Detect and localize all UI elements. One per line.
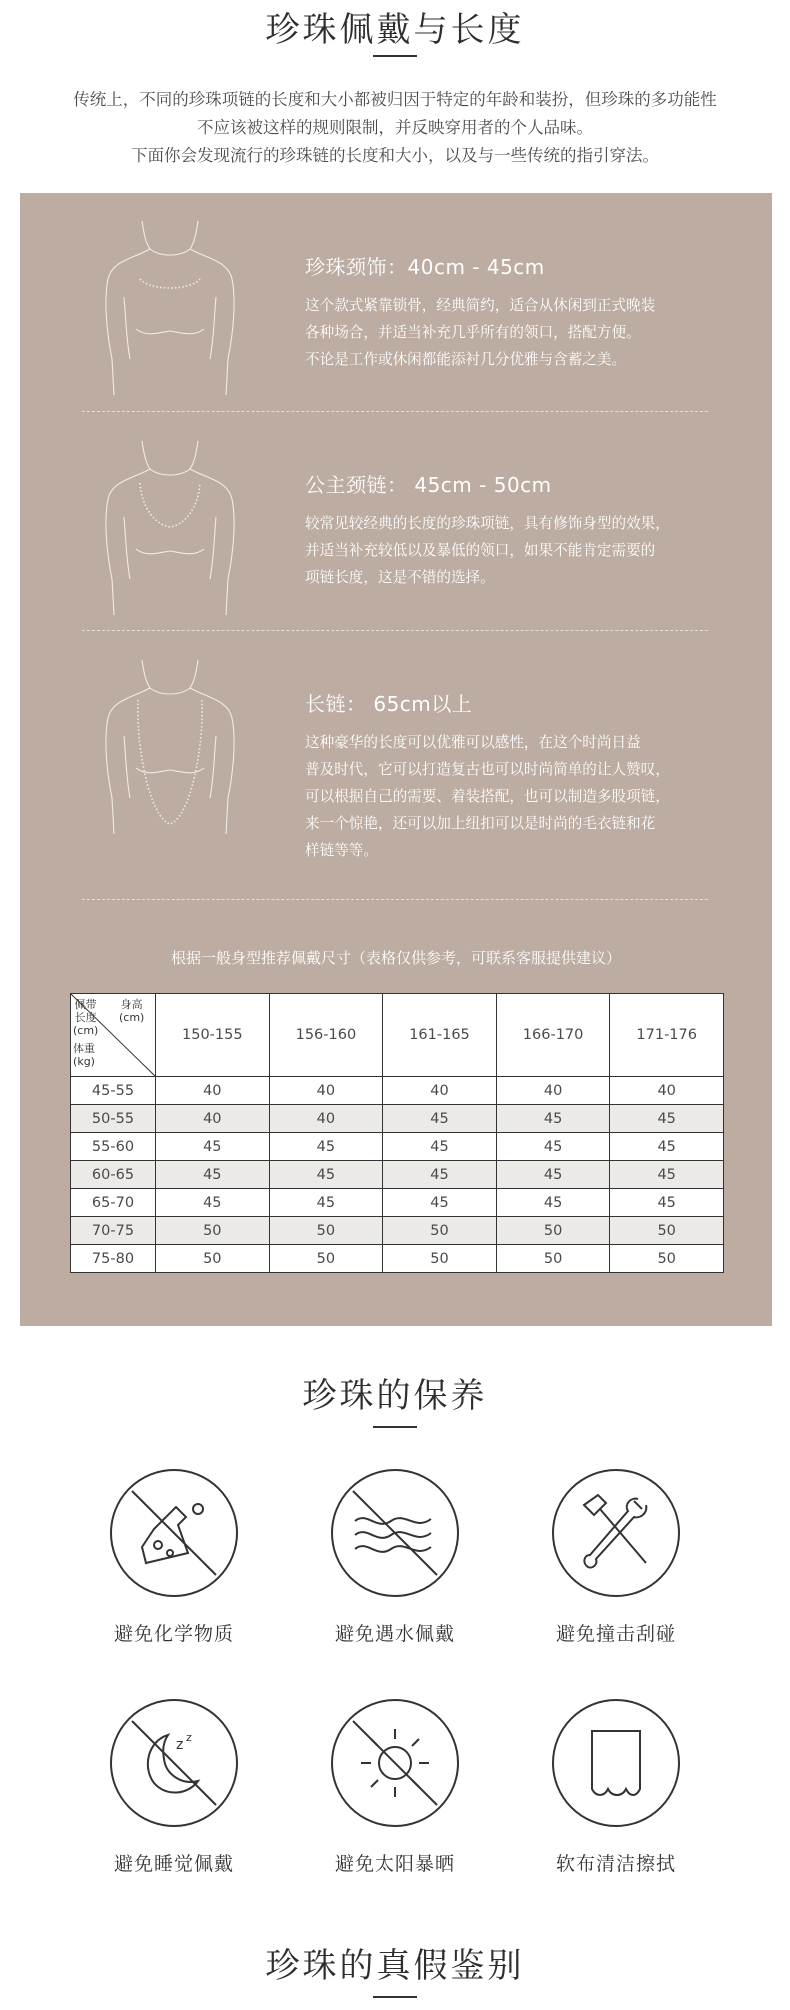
sun-icon [331, 1699, 459, 1827]
length-cell: 45 [383, 1133, 497, 1161]
desc-line: 样链等等。 [305, 842, 378, 859]
table-row [71, 1245, 724, 1273]
weight-cell: 45-55 [71, 1077, 156, 1105]
length-cell: 45 [383, 1105, 497, 1133]
weight-cell: 75-80 [71, 1245, 156, 1273]
care-label: 避免化学物质 [113, 1623, 234, 1645]
intro-line: 下面你会发现流行的珍珠链的长度和大小，以及与一些传统的指引穿法。 [131, 146, 659, 165]
necklace-name: 长链： 65cm以上 [305, 692, 473, 716]
table-header-row [71, 994, 724, 1077]
length-cell: 50 [610, 1245, 724, 1273]
table-row [71, 1077, 724, 1105]
corner-length-label: 佩带 长度 (cm) [73, 998, 99, 1037]
svg-text:z: z [176, 1737, 184, 1753]
chemical-flask-icon [110, 1469, 238, 1597]
length-cell: 45 [156, 1189, 270, 1217]
necklace-princess [305, 469, 745, 591]
length-cell: 50 [269, 1245, 383, 1273]
desc-line: 并适当补充较低以及暴低的领口，如果不能肯定需要的 [305, 542, 656, 559]
height-header: 150-155 [156, 994, 270, 1077]
weight-cell: 60-65 [71, 1161, 156, 1189]
title-divider [373, 1426, 417, 1428]
care-item-water [320, 1469, 470, 1646]
table-row [71, 1105, 724, 1133]
weight-cell: 50-55 [71, 1105, 156, 1133]
dashed-divider [82, 899, 708, 900]
care-item-cloth [541, 1699, 691, 1876]
care-section-title: 珍珠的保养 [302, 1376, 488, 1416]
length-cell: 40 [383, 1077, 497, 1105]
weight-cell: 65-70 [71, 1189, 156, 1217]
height-header: 166-170 [496, 994, 610, 1077]
desc-line: 项链长度，这是不错的选择。 [305, 569, 495, 586]
length-cell: 45 [383, 1189, 497, 1217]
length-cell: 45 [269, 1161, 383, 1189]
necklace-desc [305, 729, 750, 864]
length-cell: 45 [610, 1105, 724, 1133]
desc-line: 各种场合，并适当补充几乎所有的领口，搭配方便。 [305, 324, 641, 341]
necklace-choker [305, 251, 745, 373]
length-cell: 40 [156, 1077, 270, 1105]
soft-cloth-icon [552, 1699, 680, 1827]
moon-sleep-icon [110, 1699, 238, 1827]
length-cell: 45 [496, 1189, 610, 1217]
choker-figure-icon [100, 219, 240, 409]
wear-section-title: 珍珠佩戴与长度 [265, 10, 525, 50]
table-row [71, 1217, 724, 1245]
care-label: 避免撞击刮碰 [555, 1623, 676, 1645]
care-item-sun [320, 1699, 470, 1876]
intro-line: 传统上，不同的珍珠项链的长度和大小都被归因于特定的年龄和装扮，但珍珠的多功能性 [73, 90, 717, 109]
care-label: 避免太阳暴晒 [334, 1853, 455, 1875]
desc-line: 这个款式紧靠锁骨，经典简约，适合从休闲到正式晚装 [305, 297, 656, 314]
intro-line: 不应该被这样的规则限制，并反映穿用者的个人品味。 [197, 118, 593, 137]
length-cell: 40 [156, 1105, 270, 1133]
title-divider [373, 1996, 417, 1998]
length-cell: 45 [610, 1161, 724, 1189]
length-cell: 45 [610, 1189, 724, 1217]
care-label: 避免睡觉佩戴 [113, 1853, 234, 1875]
length-cell: 50 [383, 1245, 497, 1273]
table-row [71, 1189, 724, 1217]
length-cell: 45 [156, 1133, 270, 1161]
long-chain-figure-icon [100, 658, 240, 848]
desc-line: 来一个惊艳，还可以加上纽扣可以是时尚的毛衣链和花 [305, 815, 656, 832]
weight-cell: 70-75 [71, 1217, 156, 1245]
weight-cell: 55-60 [71, 1133, 156, 1161]
svg-text:z: z [186, 1731, 192, 1744]
length-cell: 50 [496, 1245, 610, 1273]
length-cell: 45 [496, 1105, 610, 1133]
necklace-name: 珍珠颈饰：40cm - 45cm [305, 255, 545, 279]
desc-line: 较常见较经典的长度的珍珠项链，具有修饰身型的效果， [305, 515, 670, 532]
care-label: 软布清洁擦拭 [555, 1853, 676, 1875]
identify-section-title: 珍珠的真假鉴别 [265, 1946, 525, 1986]
length-cell: 50 [610, 1217, 724, 1245]
desc-line: 这种豪华的长度可以优雅可以感性，在这个时尚日益 [305, 734, 641, 751]
length-cell: 50 [383, 1217, 497, 1245]
intro-text [30, 86, 760, 170]
length-cell: 45 [269, 1133, 383, 1161]
length-cell: 45 [496, 1161, 610, 1189]
height-header: 156-160 [269, 994, 383, 1077]
care-label: 避免遇水佩戴 [334, 1623, 455, 1645]
length-cell: 50 [156, 1217, 270, 1245]
length-cell: 50 [269, 1217, 383, 1245]
necklace-name: 公主颈链： 45cm - 50cm [305, 473, 552, 497]
length-cell: 50 [156, 1245, 270, 1273]
necklace-desc [305, 510, 745, 591]
corner-height-label: 身高 (cm) [119, 998, 145, 1024]
title-divider [373, 55, 417, 57]
length-cell: 50 [496, 1217, 610, 1245]
table-row [71, 1161, 724, 1189]
desc-line: 不论是工作或休闲都能添衬几分优雅与含蓄之美。 [305, 351, 627, 368]
dashed-divider [82, 630, 708, 631]
necklace-length-panel [20, 193, 772, 1326]
desc-line: 普及时代，它可以打造复古也可以时尚简单的让人赞叹， [305, 761, 670, 778]
table-corner-cell [71, 994, 156, 1077]
corner-weight-label: 体重 (kg) [73, 1042, 95, 1068]
length-cell: 45 [156, 1161, 270, 1189]
water-waves-icon [331, 1469, 459, 1597]
hammer-wrench-icon [552, 1469, 680, 1597]
necklace-desc [305, 292, 745, 373]
care-item-impact [541, 1469, 691, 1646]
princess-figure-icon [100, 439, 240, 629]
care-item-chemicals [99, 1469, 249, 1646]
care-item-sleep [99, 1699, 249, 1876]
length-cell: 40 [496, 1077, 610, 1105]
table-caption: 根据一般身型推荐佩戴尺寸（表格仅供参考，可联系客服提供建议） [170, 949, 621, 967]
height-header: 171-176 [610, 994, 724, 1077]
size-table [70, 993, 724, 1273]
necklace-long [305, 688, 750, 864]
height-header: 161-165 [383, 994, 497, 1077]
desc-line: 可以根据自己的需要、着装搭配，也可以制造多股项链， [305, 788, 670, 805]
dashed-divider [82, 411, 708, 412]
length-cell: 40 [610, 1077, 724, 1105]
length-cell: 45 [269, 1189, 383, 1217]
length-cell: 45 [383, 1161, 497, 1189]
table-row [71, 1133, 724, 1161]
length-cell: 40 [269, 1105, 383, 1133]
length-cell: 40 [269, 1077, 383, 1105]
length-cell: 45 [610, 1133, 724, 1161]
length-cell: 45 [496, 1133, 610, 1161]
